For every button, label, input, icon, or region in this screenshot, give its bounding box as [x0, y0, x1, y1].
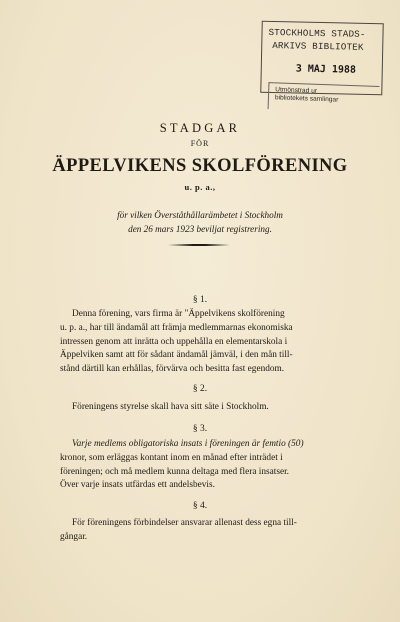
section-heading-3: § 3.	[192, 424, 208, 434]
section-3-line: föreningen; och må medlem kunna deltaga med flera insatser.	[60, 466, 289, 477]
section-1-text	[60, 308, 340, 377]
section-3-line: Över varje insats utfärdas ett andelsbevis.	[60, 480, 215, 491]
doc-title: STADGAR	[159, 121, 241, 135]
section-2-text	[60, 401, 340, 415]
stamp-line-1: STOCKHOLMS STADS-	[268, 26, 366, 40]
section-1-line: u. p. a., har till ändamål att främja medlemmarnas ekonomiska	[60, 322, 293, 333]
section-3-text	[60, 438, 340, 493]
section-1-line: intressen genom att inrätta och uppehålla en elementarskola i	[60, 336, 288, 347]
association-suffix: u. p. a.,	[184, 182, 216, 192]
section-3-line: kronor, som erläggas kontant inom en månad efter inträdet i	[60, 452, 283, 463]
subtitle-line-2: den 26 mars 1923 beviljat registrering.	[128, 224, 272, 234]
section-heading-1: § 1.	[192, 295, 208, 305]
section-4-line: För föreningens förbindelser ansvarar allenast dess egna till-	[72, 518, 297, 528]
subtitle-line-1: för vilken Överståthållarämbetet i Stockholm	[117, 210, 283, 220]
withdrawal-line-1: Utmönstrad ur	[275, 86, 318, 95]
decorative-rule	[168, 244, 230, 246]
withdrawal-stamp	[268, 82, 380, 113]
section-3-line-italic: Varje medlems obligatoriska insats i föreningen är femtio (50)	[72, 439, 304, 449]
section-2-line: Föreningens styrelse skall hava sitt säte i Stockholm.	[72, 402, 269, 412]
section-4-text	[60, 517, 340, 545]
section-1-line: Äppelviken samt att för sådant ändamål jämväl, i den mån till-	[60, 350, 293, 361]
stamp-date: 3 MAJ 1988	[295, 63, 357, 76]
withdrawal-line-2: bibliotekets samlingar	[274, 94, 339, 104]
section-1-line: Denna förening, vars firma är "Äppelvikens skolförening	[72, 309, 285, 319]
section-4-line: gångar.	[60, 531, 88, 542]
section-heading-4: § 4.	[192, 501, 208, 511]
section-1-line: stånd därtill kan erhållas, förvärva och besitta fast egendom.	[60, 364, 285, 375]
association-name: ÄPPELVIKENS SKOLFÖRENING	[52, 156, 348, 176]
doc-for: FÖR	[190, 139, 210, 148]
section-heading-2: § 2.	[192, 384, 208, 394]
stamp-line-2: ARKIVS BIBLIOTEK	[272, 39, 364, 53]
